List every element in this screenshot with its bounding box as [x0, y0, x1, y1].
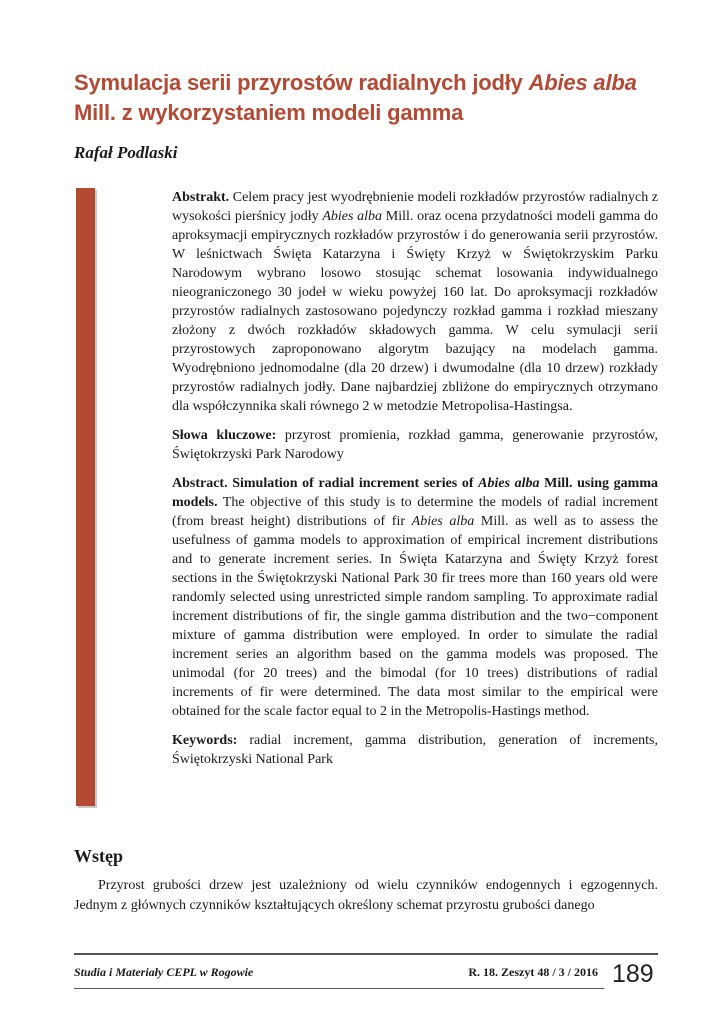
abstract-en-text-2: Mill. as well as to assess the usefulness of gamma models to approximation of empirical increment distributions and to generate increment series. In Święta Katarzyna and Święty Krzyż forest sections in the Świętokrzyski National Park 30 fir trees more than 160 years old were randomly selected using unrestricted simple random sampling. To approximate radial increment distributions of fir, the single gamma distribution and the two−component mixture of gamma distribution were employed. In order to simulate the radial increment series an algorithm based on the gamma models was proposed. The unimodal (for 20 trees) and the bimodal (for 10 trees) distributions of radial increments of fir were determined. The data most similar to the empirical were obtained for the scale factor equal to 2 in the Metropolis-Hastings method.	[172, 514, 659, 719]
abstract-pl-text-2: Mill. oraz ocena przydatności modeli gamma do aproksymacji empirycznych rozkładów przyrostów i do generowania serii przyrostów. W leśnictwach Święta Katarzyna i Święty Krzyż w Świętokrzyskim Parku Narodowym wybrano losowo stosując schemat losowania indywidualnego nieograniczonego 30 jodeł w wieku powyżej 160 lat. Do aproksymacji rozkładów przyrostów radialnych zastosowano pojedynczy rozkład gamma i rozkład mieszany złożony z dwóch rozkładów składowych gamma. W celu symulacji serii przyrostowych zaproponowano algorytm bazujący na modelach gamma. Wyodrębniono jednomodalne (dla 20 drzew) i dwumodalne (dla 10 drzew) rozkłady przyrostów radialnych jodły. Dane najbardziej zbliżone do empirycznych otrzymano dla współczynnika skali równego 2 w metodzie Metropolisa-Hastingsa.	[172, 209, 658, 414]
abstract-en-heading-1: Abstract. Simulation of radial increment series of	[172, 476, 479, 491]
keywords-pl-text: przyrost promienia, rozkład gamma, generowanie przyrostów, Świętokrzyski Park Narodowy	[172, 428, 658, 462]
abstract-en-heading-species: Abies alba	[478, 476, 540, 491]
keywords-en	[172, 731, 658, 769]
sidebar-label: ARTYKUŁY / ARTICLES	[8, 150, 20, 286]
page-number: 189	[612, 960, 654, 988]
abstract-pl	[172, 188, 658, 416]
footer-rule-top	[74, 953, 658, 955]
title-text-1: Symulacja serii przyrostów radialnych jodły	[74, 70, 529, 95]
abstract-pl-species: Abies alba	[322, 209, 383, 224]
abstract-block	[172, 188, 658, 779]
title-species: Abies alba	[528, 70, 637, 95]
intro-paragraph: Przyrost grubości drzew jest uzależniony od wielu czynników endogennych i egzogennych. Jednym z głównych czynników kształtujących określony schemat przyrostu grubości danego	[74, 878, 658, 913]
section-heading: Wstęp	[74, 846, 123, 866]
abstract-pl-text-1: Celem pracy jest wyodrębnienie modeli rozkładów przyrostów radialnych z wysokości pierśnicy jodły	[172, 190, 658, 224]
keywords-en-text: radial increment, gamma distribution, generation of increments, Świętokrzyski National Park	[172, 733, 658, 767]
footer-issue: R. 18. Zeszyt 48 / 3 / 2016	[468, 965, 598, 979]
title-text-2: Mill. z wykorzystaniem modeli gamma	[74, 100, 464, 125]
intro-text	[74, 876, 658, 916]
keywords-pl-label: Słowa kluczowe:	[172, 428, 277, 443]
abstract-en-heading-2: Mill. using gamma models.	[172, 476, 658, 510]
abstract-en-species: Abies alba	[411, 514, 475, 529]
footer-journal: Studia i Materiały CEPL w Rogowie	[74, 965, 254, 979]
abstract-pl-label: Abstrakt.	[172, 190, 230, 205]
keywords-pl	[172, 426, 658, 464]
abstract-en-text-1: The objective of this study is to determine the models of radial increment (from breast height) distributions of fir	[172, 495, 658, 529]
abstract-en	[172, 474, 658, 721]
footer-rule-bottom	[74, 988, 604, 989]
article-title	[74, 68, 674, 128]
keywords-en-label: Keywords:	[172, 733, 238, 748]
author-name: Rafał Podlaski	[74, 143, 178, 162]
section-sidebar-tab	[8, 150, 95, 806]
